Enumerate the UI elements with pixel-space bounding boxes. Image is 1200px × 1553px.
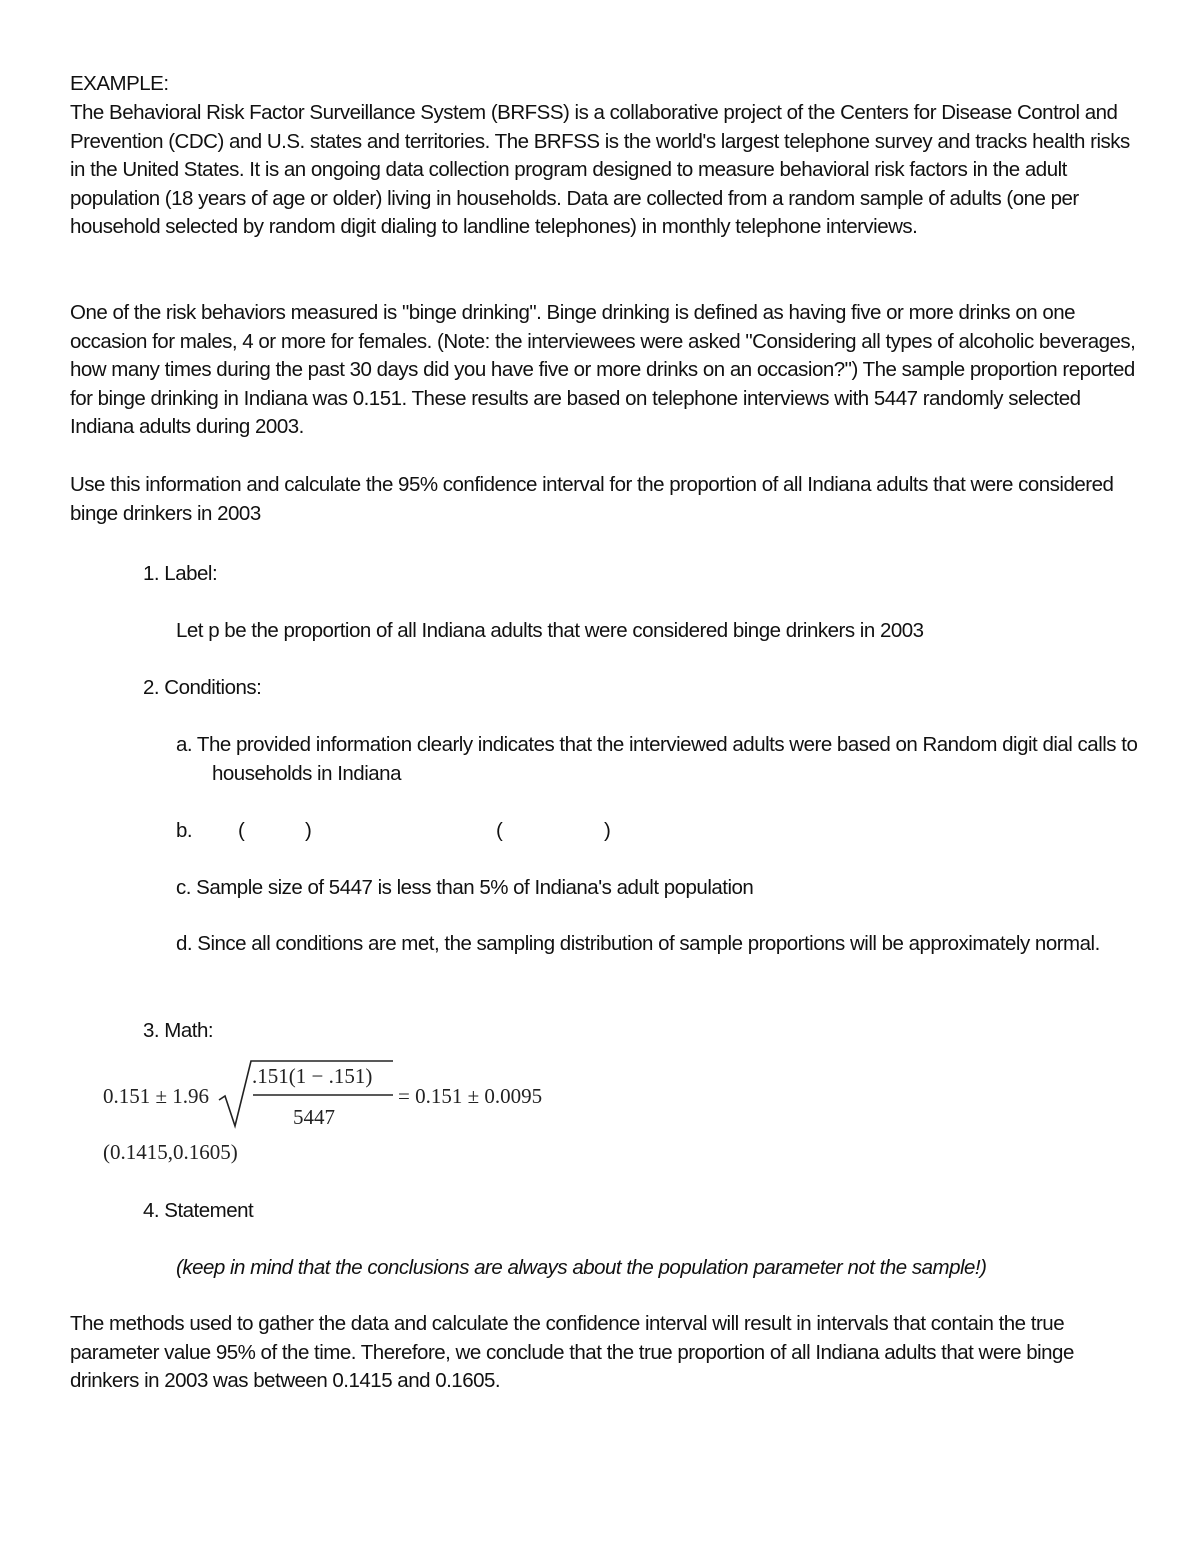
condition-b-paren-open-1: ( [238, 819, 245, 842]
formula-rhs: = 0.151 ± 0.0095 [398, 1084, 543, 1108]
conclusion-paragraph: The methods used to gather the data and calculate the confidence interval will result in intervals that contain the true parameter value 95% of the time. Therefore, we conclude that the true proportion of all Indiana adults that were binge drinkers in 2003 was between 0.1415 and 0.1605. [70, 1312, 1074, 1393]
condition-b-paren-open-2: ( [496, 819, 503, 842]
confidence-interval: (0.1415,0.1605) [103, 1140, 238, 1164]
condition-b-paren-close-1: ) [305, 819, 312, 842]
intro-paragraph: The Behavioral Risk Factor Surveillance System (BRFSS) is a collaborative project of the Centers for Disease Control and Prevention (CDC) and U.S. states and territories. The BRFSS is the world's largest telephone survey and tracks health risks in the United States. It is an ongoing data collection program designed to measure behavioral risk factors in the adult population (18 years of age or older) living in households. Data are collected from a random sample of adults (one per household selected by random digit dialing to landline telephones) in monthly telephone interviews. [70, 101, 1130, 239]
formula-numerator: .151(1 − .151) [252, 1064, 373, 1088]
step-math-title: 3. Math: [143, 1019, 214, 1042]
condition-a: a. The provided information clearly indicates that the interviewed adults were based on Random digit dial calls to households in Indiana [176, 733, 1138, 785]
step-label-text: Let p be the proportion of all Indiana adults that were considered binge drinkers in 2003 [176, 619, 924, 642]
statement-note: (keep in mind that the conclusions are always about the population parameter not the sample!) [176, 1256, 987, 1279]
condition-b-label: b. [176, 819, 193, 842]
formula-lhs: 0.151 ± 1.96 [103, 1084, 210, 1108]
condition-b-paren-close-2: ) [604, 819, 611, 842]
binge-drinking-paragraph: One of the risk behaviors measured is "binge drinking". Binge drinking is defined as having five or more drinks on one occasion for males, 4 or more for females. (Note: the interviewees were asked "Considering all types of alcoholic beverages, how many times during the past 30 days did you have five or more drinks on an occasion?") The sample proportion reported for binge drinking in Indiana was 0.151. These results are based on telephone interviews with 5447 randomly selected Indiana adults during 2003. [70, 301, 1136, 439]
condition-c: c. Sample size of 5447 is less than 5% of Indiana's adult population [176, 876, 754, 899]
formula-denominator: 5447 [293, 1105, 335, 1129]
step-conditions-title: 2. Conditions: [143, 676, 262, 699]
condition-d: d. Since all conditions are met, the sampling distribution of sample proportions will be approximately normal. [176, 932, 1100, 955]
step-statement-title: 4. Statement [143, 1199, 254, 1222]
task-paragraph: Use this information and calculate the 95% confidence interval for the proportion of all Indiana adults that were considered binge drinkers in 2003 [70, 473, 1114, 525]
step-label-title: 1. Label: [143, 562, 218, 585]
example-heading: EXAMPLE: [70, 72, 169, 95]
